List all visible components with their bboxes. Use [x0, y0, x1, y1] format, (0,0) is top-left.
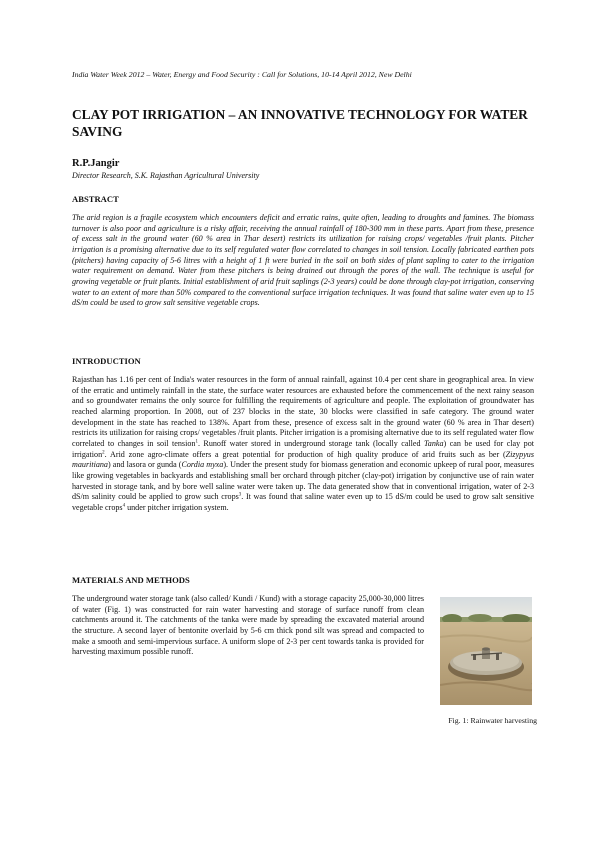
reference-marker: 3 [238, 492, 242, 498]
local-term: Tanka [424, 438, 444, 448]
intro-text-part: . It was found that saline water even up to 15 dS/m could be used to grow salt sensitive vegetable crops [72, 492, 535, 512]
intro-text-part: ) and lasora or gunda ( [107, 460, 182, 470]
intro-text-part: Rajasthan has 1.16 per cent of India's water resources in the form of annual rainfall, against 10.4 per cent share in geographical area. In view of the erratic and untimely rainfall in the state, the surface water resources are exhausted before the commencement of the next rainy season and so groundwater remains the only source for fulfilling the requirements of agriculture and people. The exploitation of groundwater has reached alarming proportion. In 2008, out of 237 blocks in the state, 30 blocks were classified in safe category. The ground water development in the state has reached to 138%. Apart from these, presence of excess salt in the ground water (60 % area in Thar desert) restricts its utilization for raising crops/ vegetables /fruit plants. Pitcher irrigation is a promising alternative due to its self regulated water flow correlated to changes in soil tension [72, 375, 534, 448]
methods-heading: MATERIALS AND METHODS [72, 575, 190, 585]
introduction-heading: INTRODUCTION [72, 356, 141, 366]
author-affiliation: Director Research, S.K. Rajasthan Agricultural University [72, 171, 260, 180]
reference-marker: 4 [122, 503, 126, 509]
running-header: India Water Week 2012 – Water, Energy and Food Security : Call for Solutions, 10-14 April 2012, New Delhi [72, 70, 412, 79]
intro-text-part: ) can be used for clay pot irrigation [72, 438, 534, 459]
introduction-text [72, 375, 534, 514]
intro-text-part: under pitcher irrigation system. [125, 502, 229, 512]
species-name: Zizypyus mauritiana [72, 449, 534, 470]
author-name: R.P.Jangir [72, 158, 120, 169]
figure-caption: Fig. 1: Rainwater harvesting [448, 716, 537, 725]
abstract-text: The arid region is a fragile ecosystem which encounters deficit and erratic rains, quite often, leading to droughts and famines. The biomass turnover is also poor and agriculture is a risky affair, receiving the annual rainfall of 180-300 mm in these parts. Apart from these, presence of excess salt in the ground water (60 % area in Thar desert) restricts its utilization for raising crops/ vegetables /fruit plants. Pitcher irrigation is a promising alternative due to its self regulated water flow correlated to changes in soil tension. Locally fabricated earthen pots (pitchers) having capacity of 5-6 litres with a height of 1 ft were buried in the soil on both sides of plant sapling to cater to the irrigation water requirement on demand. Water from these pitchers is being drained out through the pores of the wall. The technique is useful for growing vegetable or fruit plants. Initial establishment of arid fruit saplings (2-3 years) could be done through clay-pot irrigation, conserving water to an extent of more than 50% compared to the conventional surface irrigation techniques. It was found that saline water even up to 15 dS/m could be used to grow salt sensitive vegetable crops. [72, 213, 534, 308]
intro-text-part: ). Under the present study for biomass generation and economic upkeep of rural poor, measures like growing vegetables in backyards and establishing small ber orchard through pitcher (clay-pot) irrigation by conjunctive use of rain water harvested in storage tank, and by bore well saline water were taken up. The data generated show that in conventional irrigation, water of 2-3 dS/m salinity could be applied to grow such crops [72, 460, 534, 502]
methods-text: The underground water storage tank (also called/ Kundi / Kund) with a storage capacity 25,000-30,000 litres of water (Fig. 1) was constructed for rain water harvesting and storage of surface runoff from clean catchments around it. The catchments of the tanka were made by spreading the excavated material around the structure. A second layer of bentonite overlaid by 5-6 cm thick pond silt was spread and compacted to make a smooth and semi-impervious surface. A uniform slope of 2-3 per cent towards tanka is provided for harvesting maximum possible runoff. [72, 594, 424, 657]
abstract-heading: ABSTRACT [72, 194, 119, 204]
reference-marker: 2 [102, 449, 105, 455]
rainwater-harvesting-photo [440, 597, 532, 705]
intro-text-part: . Runoff water stored in underground storage tank (locally called [197, 438, 425, 448]
intro-text-part: . Arid zone agro-climate offers a great potential for production of high quality produce of arid fruits such as ber ( [104, 449, 506, 459]
species-name: Cordia myxa [181, 460, 224, 470]
reference-marker: 1 [195, 439, 198, 445]
paper-title: CLAY POT IRRIGATION – AN INNOVATIVE TECHNOLOGY FOR WATER SAVING [72, 107, 528, 139]
